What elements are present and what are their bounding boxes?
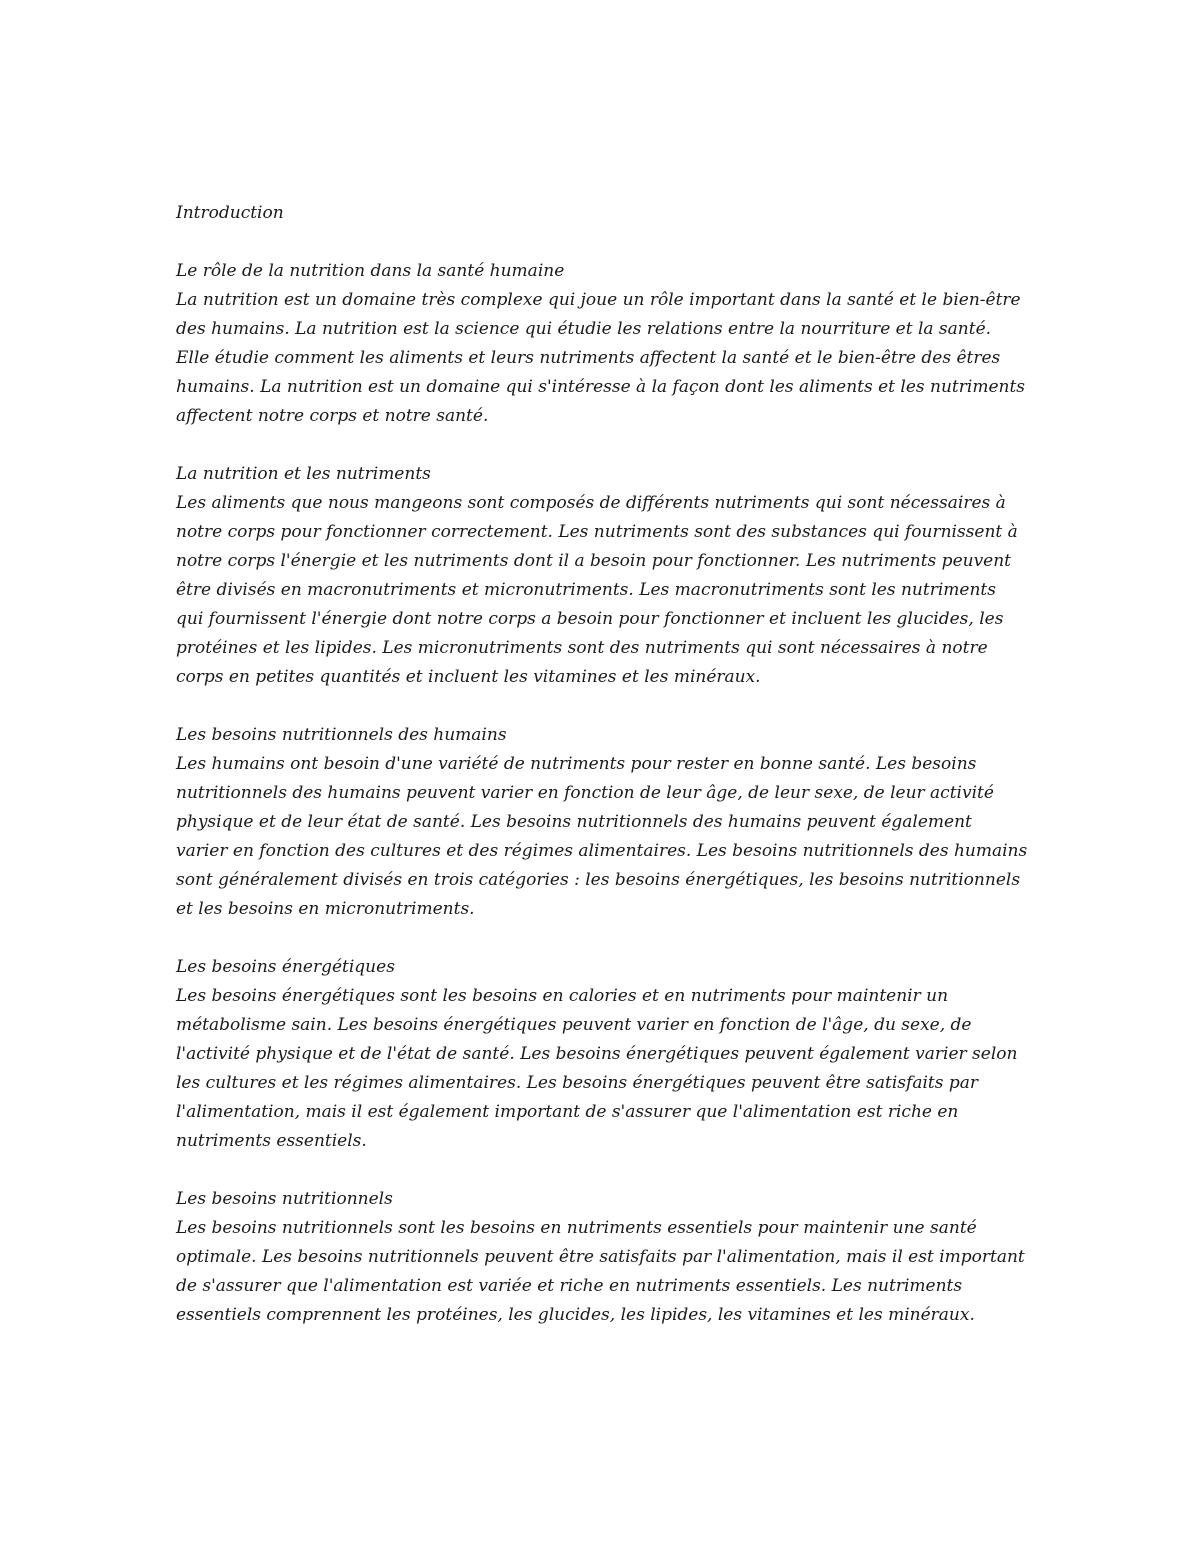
section-paragraph: La nutrition est un domaine très complexe qui joue un rôle important dans la santé et le bien-être des humains. La nutrition est la science qui étudie les relations entre la nourriture et la santé. Elle étudie comment les aliments et leurs nutriments affectent la santé et le bien-être des êtres humains. La nutrition est un domaine qui s'intéresse à la façon dont les aliments et les nutriments affectent notre corps et notre santé.: [176, 290, 1026, 426]
section-human-needs: [176, 721, 1028, 924]
section-heading: Les besoins nutritionnels des humains: [176, 725, 507, 745]
section-paragraph: Les aliments que nous mangeons sont composés de différents nutriments qui sont nécessaires à notre corps pour fonctionner correctement. Les nutriments sont des substances qui fournissent à notre corps l'énergie et les nutriments dont il a besoin pour fonctionner. Les nutriments peuvent être divisés en macronutriments et micronutriments. Les macronutriments sont les nutriments qui fournissent l'énergie dont notre corps a besoin pour fonctionner et incluent les glucides, les protéines et les lipides. Les micronutriments sont des nutriments qui sont nécessaires à notre corps en petites quantités et incluent les vitamines et les minéraux.: [176, 493, 1018, 687]
section-paragraph: Les humains ont besoin d'une variété de nutriments pour rester en bonne santé. Les besoins nutritionnels des humains peuvent varier en fonction de leur âge, de leur sexe, de leur activité physique et de leur état de santé. Les besoins nutritionnels des humains peuvent également varier en fonction des cultures et des régimes alimentaires. Les besoins nutritionnels des humains sont généralement divisés en trois catégories : les besoins énergétiques, les besoins nutritionnels et les besoins en micronutriments.: [176, 754, 1028, 919]
section-nutrition-nutrients: [176, 460, 1028, 692]
section-nutritional-needs: [176, 1185, 1028, 1330]
section-role-nutrition: [176, 257, 1028, 431]
document-body: [176, 199, 1028, 1359]
section-heading: Les besoins énergétiques: [176, 957, 395, 977]
document-title: Introduction: [176, 203, 284, 223]
section-heading: Les besoins nutritionnels: [176, 1189, 393, 1209]
section-heading: Le rôle de la nutrition dans la santé humaine: [176, 261, 565, 281]
section-energy-needs: [176, 953, 1028, 1156]
section-paragraph: Les besoins nutritionnels sont les besoins en nutriments essentiels pour maintenir une santé optimale. Les besoins nutritionnels peuvent être satisfaits par l'alimentation, mais il est important de s'assurer que l'alimentation est variée et riche en nutriments essentiels. Les nutriments essentiels comprennent les protéines, les glucides, les lipides, les vitamines et les minéraux.: [176, 1218, 1025, 1325]
section-paragraph: Les besoins énergétiques sont les besoins en calories et en nutriments pour maintenir un métabolisme sain. Les besoins énergétiques peuvent varier en fonction de l'âge, du sexe, de l'activité physique et de l'état de santé. Les besoins énergétiques peuvent également varier selon les cultures et les régimes alimentaires. Les besoins énergétiques peuvent être satisfaits par l'alimentation, mais il est également important de s'assurer que l'alimentation est riche en nutriments essentiels.: [176, 986, 1018, 1151]
section-heading: La nutrition et les nutriments: [176, 464, 431, 484]
